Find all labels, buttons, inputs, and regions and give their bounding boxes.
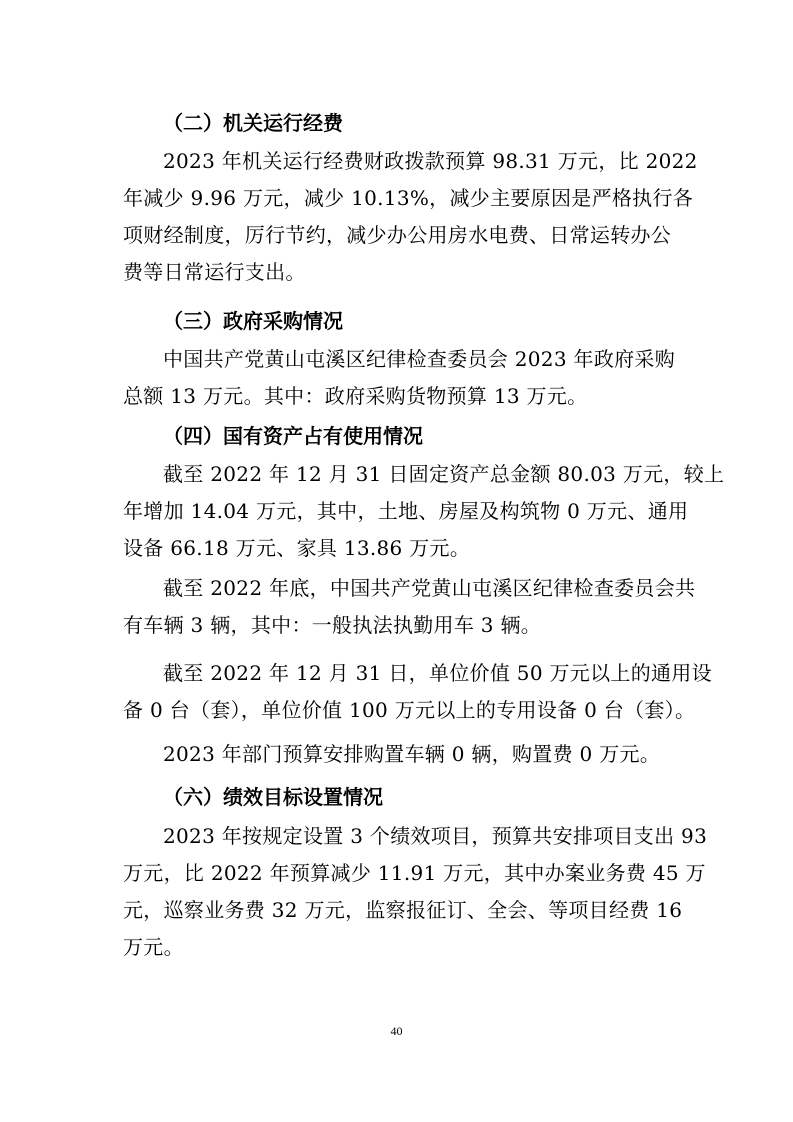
text-line: 2023 年按规定设置 3 个绩效项目，预算共安排项目支出 93 <box>163 824 708 848</box>
text-line: 截至 2022 年 12 月 31 日固定资产总金额 80.03 万元，较上 <box>163 462 725 486</box>
text-line: 年减少 9.96 万元，减少 10.13%，减少主要原因是严格执行各 <box>123 186 694 210</box>
text-line: 截至 2022 年 12 月 31 日，单位价值 50 万元以上的通用设 <box>163 661 712 685</box>
paragraph-vehicles <box>123 570 698 644</box>
text-line: 截至 2022 年底，中国共产党黄山屯溪区纪律检查委员会共 <box>163 576 696 600</box>
page-number: 40 <box>390 1024 403 1038</box>
text-line: 万元，比 2022 年预算减少 11.91 万元，其中办案业务费 45 万 <box>123 861 706 885</box>
paragraph-operating-expenses <box>123 143 698 291</box>
section-heading-state-assets: （四）国有资产占有使用情况 <box>163 424 423 448</box>
text-line: 万元。 <box>123 935 184 959</box>
section-heading-performance-targets: （六）绩效目标设置情况 <box>163 785 383 809</box>
text-line: 2023 年部门预算安排购置车辆 0 辆，购置费 0 万元。 <box>163 742 661 766</box>
text-line: 年增加 14.04 万元，其中，土地、房屋及构筑物 0 万元、通用 <box>123 499 689 523</box>
text-line: 总额 13 万元。其中：政府采购货物预算 13 万元。 <box>123 384 588 408</box>
section-heading-operating-expenses: （二）机关运行经费 <box>163 111 343 135</box>
paragraph-equipment <box>123 655 712 729</box>
paragraph-fixed-assets <box>123 456 725 567</box>
text-line: 元，巡察业务费 32 万元，监察报征订、全会、等项目经费 16 <box>123 898 683 922</box>
text-line: 项财经制度，厉行节约，减少办公用房水电费、日常运转办公 <box>123 223 672 247</box>
text-line: 费等日常运行支出。 <box>123 260 306 284</box>
paragraph-performance-targets <box>123 818 708 966</box>
text-line: 中国共产党黄山屯溪区纪律检查委员会 2023 年政府采购 <box>163 347 676 371</box>
text-line: 有车辆 3 辆，其中：一般执法执勤用车 3 辆。 <box>123 613 542 637</box>
section-heading-government-procurement: （三）政府采购情况 <box>163 309 343 333</box>
text-line: 2023 年机关运行经费财政拨款预算 98.31 万元，比 2022 <box>163 149 698 173</box>
text-line: 备 0 台（套），单位价值 100 万元以上的专用设备 0 台（套）。 <box>123 698 696 722</box>
paragraph-vehicle-purchase <box>123 736 698 773</box>
text-line: 设备 66.18 万元、家具 13.86 万元。 <box>123 536 471 560</box>
paragraph-government-procurement <box>123 341 698 415</box>
